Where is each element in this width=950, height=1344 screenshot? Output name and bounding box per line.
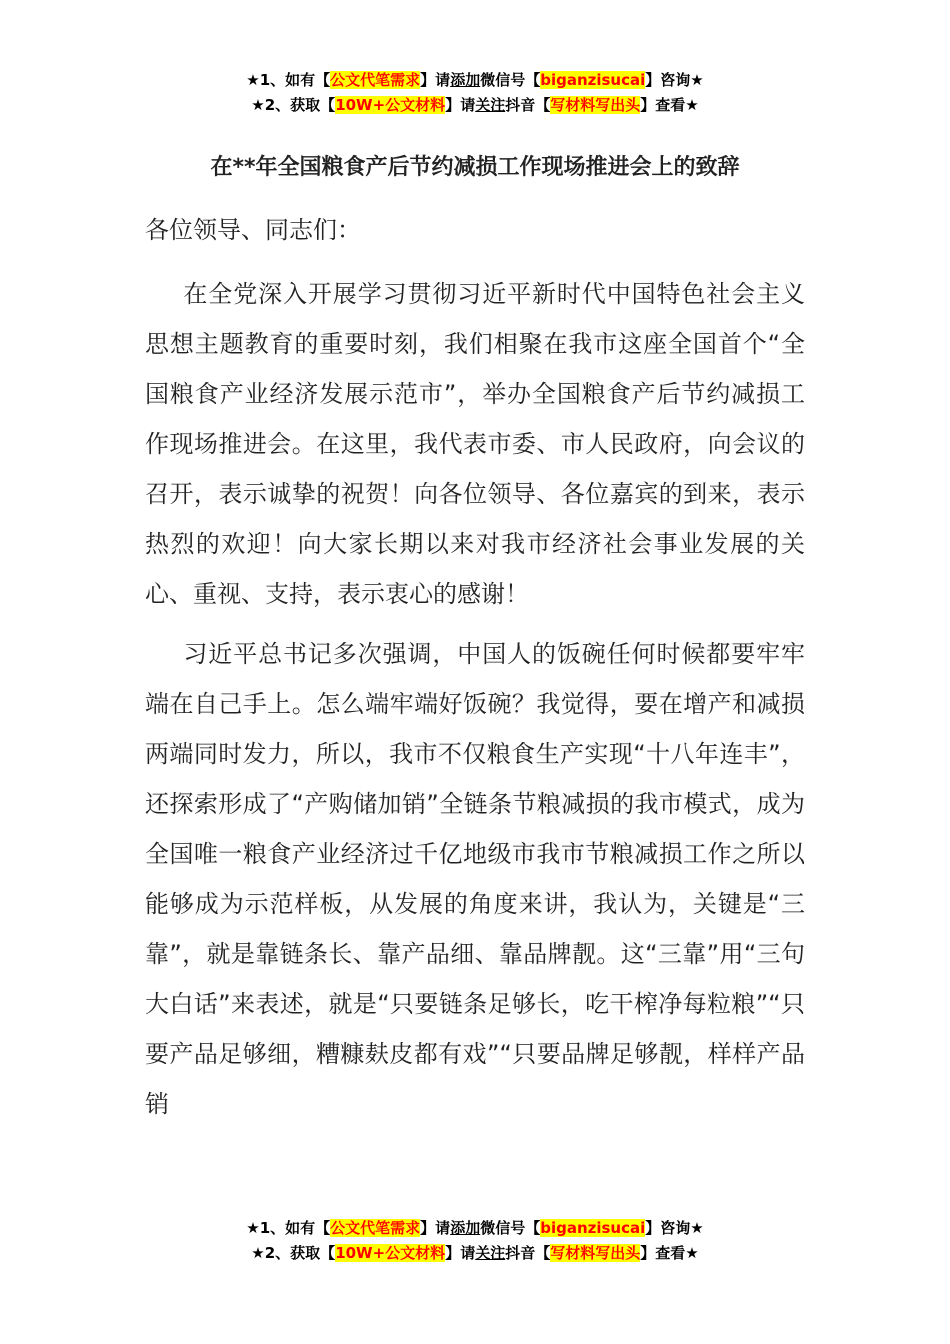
banner-highlight: 10W+公文材料 bbox=[335, 1244, 446, 1262]
banner-text: 微信号【 bbox=[480, 71, 541, 89]
banner-text: 】请 bbox=[420, 1219, 451, 1237]
banner-underlined: 添加 bbox=[450, 71, 481, 89]
banner-text: 】咨询★ bbox=[645, 1219, 704, 1237]
banner-highlight: 公文代笔需求 bbox=[330, 1219, 421, 1237]
header-banner bbox=[0, 68, 950, 118]
banner-highlight: biganzisucai bbox=[540, 71, 646, 89]
body-paragraph: 习近平总书记多次强调，中国人的饭碗任何时候都要牢牢端在自己手上。怎么端牢端好饭碗？我觉得，要在增产和减损两端同时发力，所以，我市不仅粮食生产实现“十八年连丰”，还探索形成了“产购储加销”全链条节粮减损的我市模式，成为全国唯一粮食产业经济过千亿地级市我市节粮减损工作之所以能够成为示范样板，从发展的角度来讲，我认为，关键是“三靠”，就是靠链条长、靠产品细、靠品牌靓。这“三靠”用“三句大白话”来表述，就是“只要链条足够长，吃干榨净每粒粮”“只要产品足够细，糟糠麸皮都有戏”“只要品牌足够靓，样样产品销 bbox=[145, 640, 805, 1118]
banner-text: 】查看★ bbox=[640, 1244, 699, 1262]
banner-text: ★2、获取【 bbox=[251, 96, 336, 114]
banner-line-2 bbox=[0, 1241, 950, 1266]
document-title: 在**年全国粮食产后节约减损工作现场推进会上的致辞 bbox=[210, 155, 740, 180]
banner-underlined: 添加 bbox=[450, 1219, 481, 1237]
banner-highlight: 写材料写出头 bbox=[550, 1244, 641, 1262]
banner-text: 】查看★ bbox=[640, 96, 699, 114]
banner-highlight: biganzisucai bbox=[540, 1219, 646, 1237]
banner-highlight: 写材料写出头 bbox=[550, 96, 641, 114]
banner-text: 抖音【 bbox=[505, 1244, 551, 1262]
banner-highlight: 公文代笔需求 bbox=[330, 71, 421, 89]
salutation: 各位领导、同志们： bbox=[145, 216, 361, 244]
banner-text: 微信号【 bbox=[480, 1219, 541, 1237]
banner-text: 】请 bbox=[420, 71, 451, 89]
body-paragraph: 在全党深入开展学习贯彻习近平新时代中国特色社会主义思想主题教育的重要时刻，我们相聚在我市这座全国首个“全国粮食产业经济发展示范市”，举办全国粮食产后节约减损工作现场推进会。在这里，我代表市委、市人民政府，向会议的召开，表示诚挚的祝贺！向各位领导、各位嘉宾的到来，表示热烈的欢迎！向大家长期以来对我市经济社会事业发展的关心、重视、支持，表示衷心的感谢！ bbox=[145, 280, 805, 608]
banner-text: 】请 bbox=[445, 1244, 476, 1262]
banner-text: ★1、如有【 bbox=[246, 71, 331, 89]
banner-text: ★1、如有【 bbox=[246, 1219, 331, 1237]
banner-highlight: 10W+公文材料 bbox=[335, 96, 446, 114]
banner-text: 抖音【 bbox=[505, 96, 551, 114]
footer-banner bbox=[0, 1216, 950, 1266]
banner-text: ★2、获取【 bbox=[251, 1244, 336, 1262]
banner-underlined: 关注 bbox=[475, 96, 506, 114]
banner-line-1 bbox=[0, 68, 950, 93]
banner-underlined: 关注 bbox=[475, 1244, 506, 1262]
banner-text: 】咨询★ bbox=[645, 71, 704, 89]
banner-line-2 bbox=[0, 93, 950, 118]
banner-line-1 bbox=[0, 1216, 950, 1241]
banner-text: 】请 bbox=[445, 96, 476, 114]
